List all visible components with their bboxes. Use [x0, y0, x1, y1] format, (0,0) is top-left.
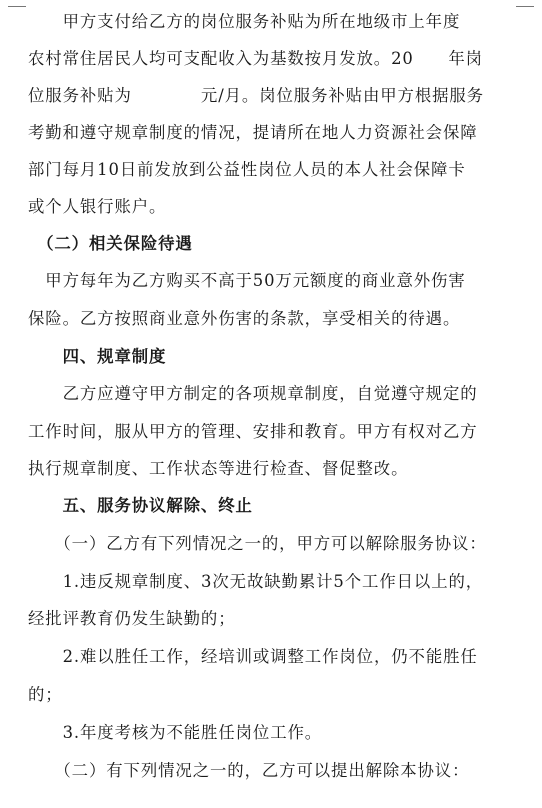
- corner-crop-mark-left: [8, 6, 26, 7]
- paragraph-line: 执行规章制度、工作状态等进行检查、督促整改。: [28, 459, 409, 478]
- list-item-line: 2.难以胜任工作，经培训或调整工作岗位，仍不能胜任: [28, 647, 478, 666]
- paragraph-line: （一）乙方有下列情况之一的，甲方可以解除服务协议：: [28, 534, 487, 553]
- paragraph-line: 或个人银行账户。: [28, 197, 167, 216]
- paragraph-line: 保险。乙方按照商业意外伤害的条款，享受相关的待遇。: [28, 309, 461, 328]
- list-item-line: 的；: [28, 685, 63, 704]
- section-heading-rules: 四、规章制度: [28, 347, 167, 366]
- paragraph-line: 考勤和遵守规章制度的情况，提请所在地人力资源社会保障: [28, 123, 478, 142]
- section-heading-termination: 五、服务协议解除、终止: [28, 496, 253, 515]
- paragraph-line: 乙方应遵守甲方制定的各项规章制度，自觉遵守规定的: [28, 384, 478, 403]
- section-heading-insurance: （二）相关保险待遇: [28, 234, 193, 253]
- paragraph-line: 甲方支付给乙方的岗位服务补贴为所在地级市上年度: [28, 12, 461, 31]
- paragraph-line: 工作时间，服从甲方的管理、安排和教育。甲方有权对乙方: [28, 422, 478, 441]
- paragraph-line: （二）有下列情况之一的，乙方可以提出解除本协议：: [28, 761, 470, 780]
- list-item-line: 3.年度考核为不能胜任岗位工作。: [28, 723, 323, 742]
- list-item-line: 经批评教育仍发生缺勤的；: [28, 609, 236, 628]
- paragraph-line: 甲方每年为乙方购买不高于50万元额度的商业意外伤害: [28, 271, 466, 290]
- paragraph-line: 位服务补贴为 元/月。岗位服务补贴由甲方根据服务: [28, 86, 484, 105]
- list-item-line: 1.违反规章制度、3次无故缺勤累计5个工作日以上的，: [28, 572, 484, 591]
- paragraph-line: 部门每月10日前发放到公益性岗位人员的本人社会保障卡: [28, 160, 466, 179]
- paragraph-line: 农村常住居民人均可支配收入为基数按月发放。20 年岗: [28, 49, 483, 68]
